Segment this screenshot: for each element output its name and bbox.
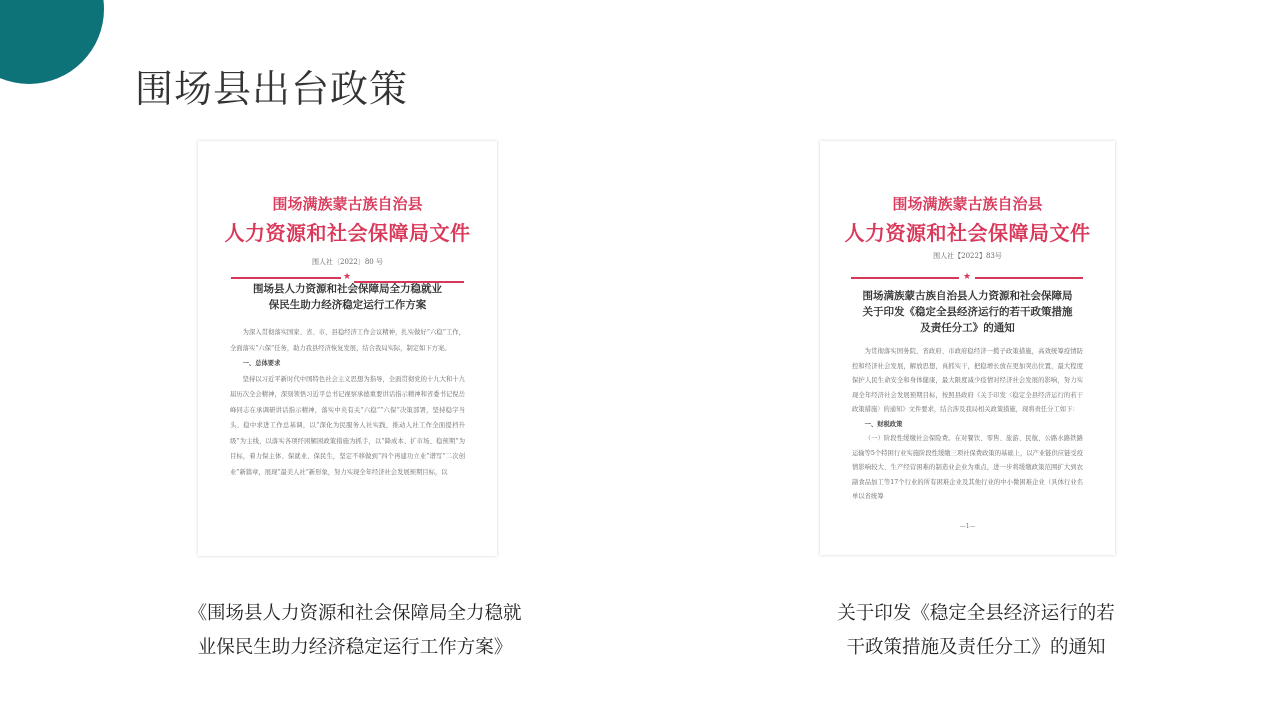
- doc-title-line2: 关于印发《稳定全县经济运行的若干政策措施: [862, 306, 1073, 318]
- document-caption-1: [175, 597, 535, 665]
- doc-red-rule-right: [975, 277, 1083, 279]
- doc-header-line2: 人力资源和社会保障局文件: [224, 221, 471, 245]
- doc-title-line2: 保民生助力经济稳定运行工作方案: [268, 299, 427, 311]
- doc-title-line3: 及责任分工》的通知: [920, 322, 1015, 334]
- doc-header-line1: 围场满族蒙古族自治县: [892, 195, 1043, 213]
- slide-title: 围场县出台政策: [135, 67, 409, 111]
- doc-section-heading: 一、总体要求: [242, 360, 281, 367]
- caption-line: 《围场县人力资源和社会保障局全力稳就: [188, 603, 522, 624]
- doc-body: [230, 325, 465, 480]
- doc-title-line1: 围场县人力资源和社会保障局全力稳就业: [253, 283, 442, 295]
- doc-number: 围人社〔2022〕80 号: [312, 258, 383, 266]
- document-image-1: [198, 141, 497, 556]
- star-icon: ★: [963, 272, 972, 282]
- document-caption-2: [808, 597, 1144, 665]
- doc-title: [208, 281, 487, 313]
- doc-title-line1: 围场满族蒙古族自治县人力资源和社会保障局: [862, 290, 1073, 302]
- doc-section-heading: 一、财税政策: [864, 420, 903, 428]
- doc-number: 围人社【2022】83号: [933, 252, 1002, 260]
- doc-red-rule-left: [231, 277, 341, 279]
- document-image-2: [820, 141, 1115, 555]
- doc-red-rule-left: [851, 277, 959, 279]
- doc-paragraph: 为贯彻落实国务院、省政府、市政府稳经济一揽子政策措施，高效统筹疫情防控和经济社会发展，解放思想，真抓实干，把稳增长放在更加突出位置，最大程度保护人民生命安全和身体健康，最大限度减少疫情对经济社会发展的影响，努力实现全年经济社会发展预期目标，按照县政府《关于印发〈稳定全县经济运行的若干政策措施〉的通知》文件要求，结合涉及我局相关政策措施，现将责任分工如下：: [852, 348, 1083, 413]
- caption-line: 关于印发《稳定全县经济运行的若: [837, 603, 1115, 624]
- caption-line: 业保民生助力经济稳定运行工作方案》: [197, 637, 513, 658]
- caption-line: 干政策措施及责任分工》的通知: [846, 637, 1106, 658]
- corner-decoration-circle: [0, 0, 104, 84]
- doc-title: [830, 288, 1105, 336]
- doc-paragraph: 为深入贯彻落实国家、省、市、县稳经济工作会议精神，扎实做好“六稳”工作，全面落实“六保”任务，助力我县经济恢复发展，结合我局实际，制定如下方案。: [230, 329, 465, 352]
- doc-header-line1: 围场满族蒙古族自治县: [272, 195, 423, 213]
- doc-page-number: —1—: [959, 523, 976, 530]
- doc-paragraph: 坚持以习近平新时代中国特色社会主义思想为指导，全面贯彻党的十九大和十九届历次全会精神，深刻领悟习近平总书记视察承德重要讲话指示精神和省委书记倪岳峰同志在承调研讲话指示精神，落实中央有关“六稳”“六保”决策部署，坚持稳字当头、稳中求进工作总基调，以“深化为民服务人社实践，推动人社工作全面提档升级”为主线，以落实各项纾困解困政策措施为抓手，以“降成本、扩市场、稳预期”为目标，着力保主体、保就业、保民生，坚定不移做到“四个再建功立业”谱写“二次创业”新篇章，展现“最美人社”新形象，努力实现全年经济社会发展预期目标，以: [230, 375, 465, 476]
- doc-header-line2: 人力资源和社会保障局文件: [844, 221, 1091, 245]
- doc-body: [852, 345, 1083, 505]
- star-icon: ★: [343, 272, 352, 282]
- doc-paragraph: （一）阶段性缓缴社会保险费。在对餐饮、零售、旅游、民航、公路水路铁路运输等5个特困行业实施阶段性缓缴三项社保费政策的基础上，以产业链供应链受疫情影响较大、生产经营困难的制造业企业为重点，进一步将缓缴政策范围扩大到农副食品加工等17个行业的所有困难企业及其他行业的中小微困难企业（具体行业名单以省统筹: [852, 435, 1083, 500]
